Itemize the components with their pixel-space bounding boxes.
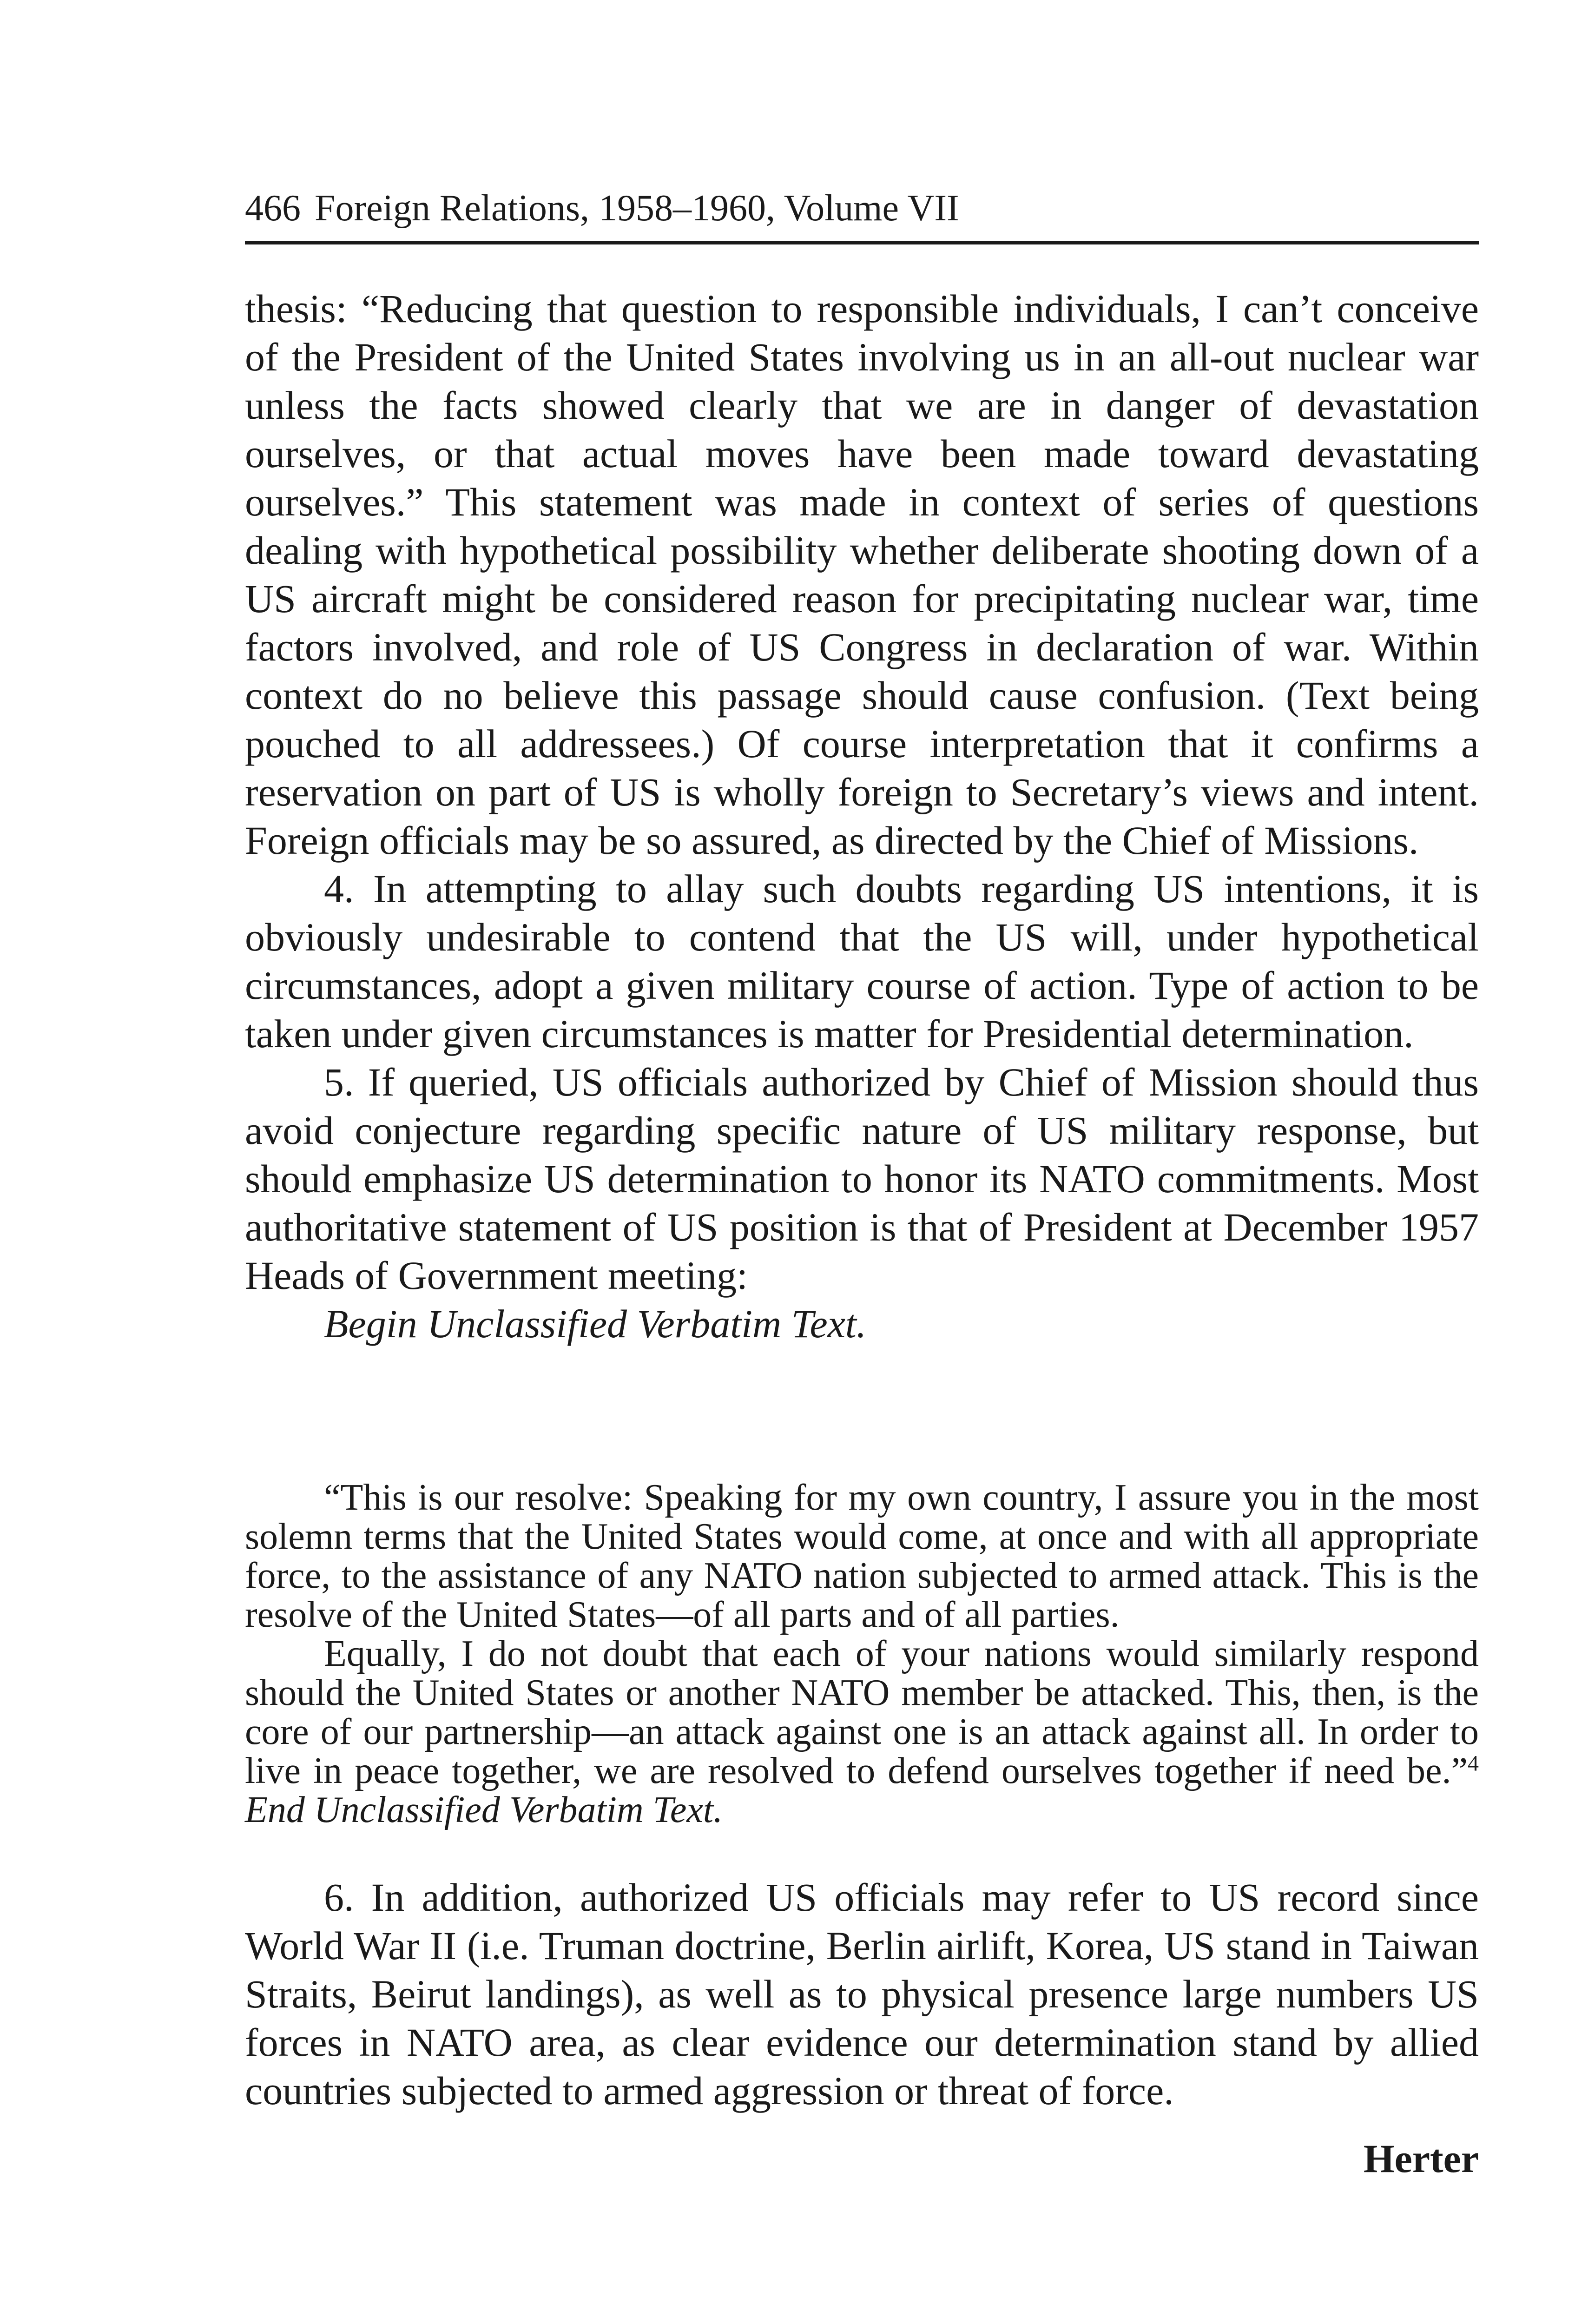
eisenhower-quote [245,1478,1479,1829]
header-rule [245,241,1479,244]
paragraph-5: 5. If queried, US officials authorized by Chief of Mission should thus avoid conjecture regarding specific nature of US military response, but should emphasize US determination to honor its NATO commitments. Most authoritative statement of US position is that of President at December 1957 Heads of Government meeting: [245,1060,1479,1298]
end-verbatim-label: End Unclassified Verbatim Text. [245,1789,723,1830]
quote-paragraph-2-text: Equally, I do not doubt that each of your nations would similarly respond should the United States or another NATO member be attacked. This, then, is the core of our partnership—an attack against one is an attack against all. In order to live in peace together, we are resolved to defend ourselves together if need be.” [245,1633,1479,1791]
running-title: Foreign Relations, 1958–1960, Volume VII [315,188,959,229]
paragraph-thesis: thesis: “Reducing that question to responsible individuals, I can’t conceive of the President of the United States involving us in an all-out nuclear war unless the facts showed clearly that we are in danger of devastation ourselves, or that actual moves have been made toward devastating ourselves.” This statement was made in context of series of questions dealing with hypothetical possibility whether deliberate shooting down of a US aircraft might be considered reason for precipitating nuclear war, time factors involved, and role of US Congress in declaration of war. Within context do no believe this passage should cause confusion. (Text being pouched to all addressees.) Of course interpretation that it confirms a reservation on part of US is wholly foreign to Secretary’s views and intent. Foreign officials may be so assured, as directed by the Chief of Missions. [245,286,1479,863]
signature: Herter [1363,2136,1479,2181]
quote-paragraph-2 [245,1634,1479,1829]
closing-text [245,1873,1479,2115]
footnote-reference: 4 [1468,1751,1479,1776]
main-text [245,284,1479,1348]
quote-paragraph-1: “This is our resolve: Speaking for my own country, I assure you in the most solemn terms that the United States would come, at once and with all appropriate force, to the assistance of any NATO nation subjected to armed attack. This is the resolve of the United States—of all parts and of all parties. [245,1477,1479,1635]
page-number: 466 [245,188,301,229]
begin-verbatim-label: Begin Unclassified Verbatim Text. [324,1301,867,1346]
running-header [245,185,959,231]
paragraph-6: 6. In addition, authorized US officials may refer to US record since World War II (i.e. Truman doctrine, Berlin airlift, Korea, US stand in Taiwan Straits, Beirut landings), as well as to physical presence large numbers US forces in NATO area, as clear evidence our determination stand by allied countries subjected to armed aggression or threat of force. [245,1875,1479,2113]
paragraph-4: 4. In attempting to allay such doubts regarding US intentions, it is obviously undesirable to contend that the US will, under hypothetical circumstances, adopt a given military course of action. Type of action to be taken under given circumstances is matter for Presidential determination. [245,866,1479,1056]
